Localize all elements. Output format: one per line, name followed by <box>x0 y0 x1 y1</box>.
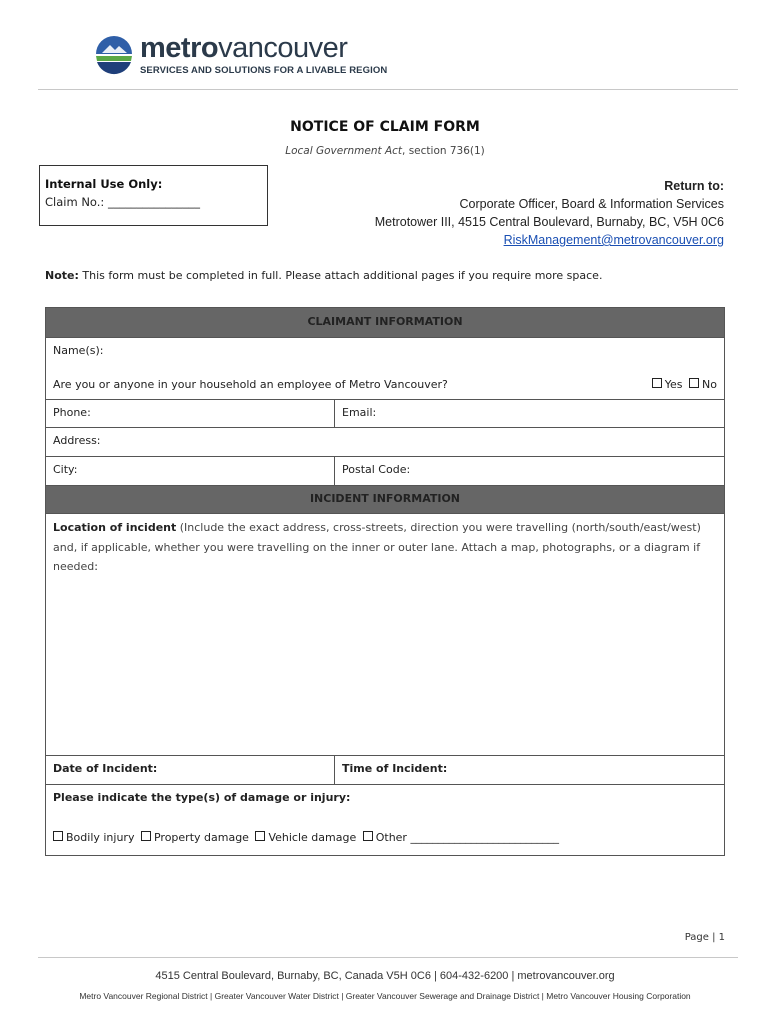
claim-form-table <box>45 307 725 856</box>
time-label: Time of Incident: <box>342 762 448 775</box>
bodily-injury-checkbox[interactable] <box>53 831 63 841</box>
employee-question: Are you or anyone in your household an employee of Metro Vancouver? <box>53 378 448 391</box>
claimant-section-header <box>46 308 724 337</box>
header-divider <box>38 89 738 90</box>
email-label: Email: <box>342 406 377 419</box>
location-instructions: (Include the exact address, cross-streets, direction you were travelling (north/south/east/west) and, if applicable, whether you were travelling on the inner or outer lane. Attach a map, photographs, or a diagram if needed <box>53 521 701 573</box>
postal-code-field[interactable] <box>334 457 724 485</box>
employee-options <box>645 372 724 397</box>
damage-options <box>46 825 724 850</box>
damage-question: Please indicate the type(s) of damage or injury: <box>53 791 351 804</box>
incident-section-header <box>46 485 724 513</box>
footer-address: 4515 Central Boulevard, Burnaby, BC, Canada V5H 0C6 | 604-432-6200 | metrovancouver.org <box>155 970 615 982</box>
city-field[interactable] <box>46 457 334 485</box>
date-of-incident-field[interactable] <box>46 756 334 784</box>
property-damage-checkbox[interactable] <box>141 831 151 841</box>
names-label: Name(s): <box>53 344 104 357</box>
vehicle-damage-checkbox[interactable] <box>255 831 265 841</box>
address-field[interactable] <box>46 428 724 456</box>
other-checkbox[interactable] <box>363 831 373 841</box>
return-email-link[interactable]: RiskManagement@metrovancouver.org <box>503 233 724 247</box>
other-label: Other ___________________________ <box>375 831 559 844</box>
time-of-incident-field[interactable] <box>334 756 724 784</box>
city-postal-row <box>46 456 724 485</box>
vehicle-damage-label: Vehicle damage <box>268 831 357 844</box>
footer-divider <box>38 957 738 958</box>
yes-label: Yes <box>664 378 683 391</box>
claimant-header-label: CLAIMANT INFORMATION <box>307 315 463 328</box>
internal-use-title: Internal Use Only: <box>45 177 163 191</box>
form-note: Note: This form must be completed in full. Please attach additional pages if you require more space. <box>45 269 603 282</box>
location-field[interactable] <box>46 514 724 755</box>
return-to-title: Return to: <box>664 179 724 193</box>
logo-wordmark: metrovancouver <box>140 32 348 64</box>
location-label: Location of incident <box>53 521 177 534</box>
page-number: Page | 1 <box>684 932 725 943</box>
claim-number-field[interactable]: Claim No.: ________________ <box>45 195 200 209</box>
city-label: City: <box>53 463 78 476</box>
property-damage-label: Property damage <box>153 831 249 844</box>
address-label: Address: <box>53 434 101 447</box>
date-label: Date of Incident: <box>53 762 158 775</box>
logo-tagline: SERVICES AND SOLUTIONS FOR A LIVABLE REGION <box>140 65 388 76</box>
footer-organizations: Metro Vancouver Regional District | Greater Vancouver Water District | Greater Vancouver Sewerage and Drainage District | Metro Vancouver Housing Corporation <box>79 991 691 1001</box>
return-to-line1: Corporate Officer, Board & Information Services <box>459 197 724 211</box>
phone-label: Phone: <box>53 406 91 419</box>
damage-row <box>46 784 724 855</box>
form-subtitle: Local Government Act, section 736(1) <box>285 145 485 157</box>
form-title: NOTICE OF CLAIM FORM <box>290 119 480 135</box>
names-row <box>46 337 724 399</box>
phone-email-row <box>46 399 724 427</box>
location-row <box>46 513 724 755</box>
bodily-injury-label: Bodily injury <box>66 831 135 844</box>
incident-header-label: INCIDENT INFORMATION <box>309 492 461 505</box>
location-colon: : <box>94 560 98 573</box>
no-label: No <box>702 378 717 391</box>
no-checkbox[interactable] <box>689 378 699 388</box>
email-field[interactable] <box>334 400 724 427</box>
metro-vancouver-logo-icon <box>94 36 134 76</box>
return-to-line2: Metrotower III, 4515 Central Boulevard, Burnaby, BC, V5H 0C6 <box>374 215 724 229</box>
address-row <box>46 427 724 456</box>
date-time-row <box>46 755 724 784</box>
postal-code-label: Postal Code: <box>342 463 411 476</box>
yes-checkbox[interactable] <box>652 378 662 388</box>
return-to-block <box>375 177 724 249</box>
phone-field[interactable] <box>46 400 334 427</box>
